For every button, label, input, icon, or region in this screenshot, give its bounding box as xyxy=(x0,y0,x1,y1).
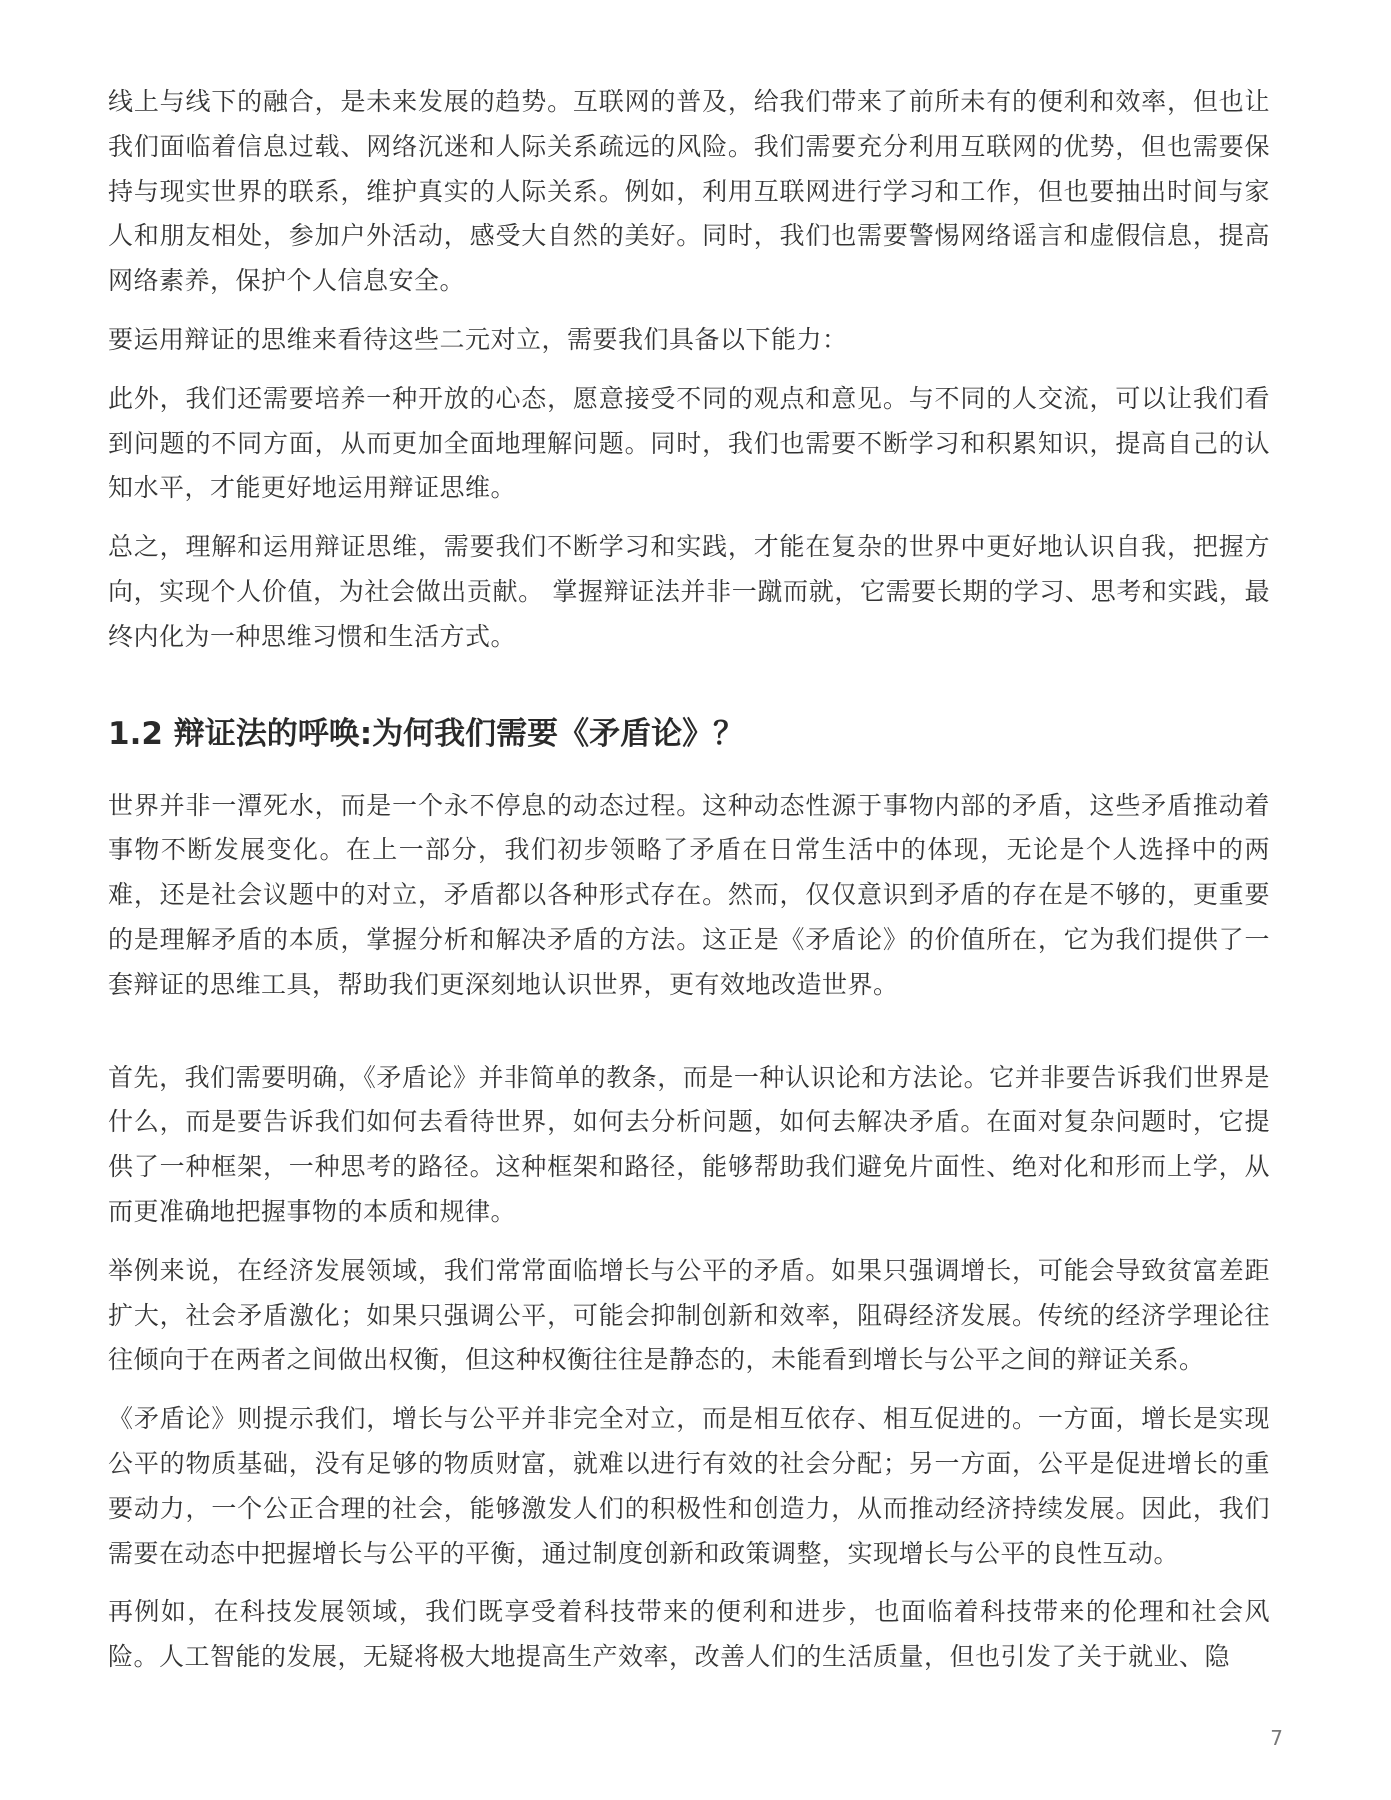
paragraph-open-mindset: 此外，我们还需要培养一种开放的心态，愿意接受不同的观点和意见。与不同的人交流，可以让我们看到问题的不同方面，从而更加全面地理解问题。同时，我们也需要不断学习和积累知识，提高自己的认知水平，才能更好地运用辩证思维。 xyxy=(108,383,1270,503)
paragraph-epistemology: 首先，我们需要明确，《矛盾论》并非简单的教条，而是一种认识论和方法论。它并非要告诉我们世界是什么，而是要告诉我们如何去看待世界，如何去分析问题，如何去解决矛盾。在面对复杂问题时，它提供了一种框架，一种思考的路径。这种框架和路径，能够帮助我们避免片面性、绝对化和形而上学，从而更准确地把握事物的本质和规律。 xyxy=(108,1062,1270,1226)
document-page xyxy=(108,80,1270,1694)
section-heading: 1.2 辩证法的呼唤:为何我们需要《矛盾论》？ xyxy=(108,715,745,752)
paragraph-dialectic-abilities: 要运用辩证的思维来看待这些二元对立，需要我们具备以下能力： xyxy=(108,324,848,354)
page-number: 7 xyxy=(1270,1726,1283,1750)
paragraph-growth-fairness: 《矛盾论》则提示我们，增长与公平并非完全对立，而是相互依存、相互促进的。一方面，增长是实现公平的物质基础，没有足够的物质财富，就难以进行有效的社会分配；另一方面，公平是促进增长的重要动力，一个公正合理的社会，能够激发人们的积极性和创造力，从而推动经济持续发展。因此，我们需要在动态中把握增长与公平的平衡，通过制度创新和政策调整，实现增长与公平的良性互动。 xyxy=(108,1404,1270,1568)
paragraph-technology-example: 再例如，在科技发展领域，我们既享受着科技带来的便利和进步，也面临着科技带来的伦理和社会风险。人工智能的发展，无疑将极大地提高生产效率，改善人们的生活质量，但也引发了关于就业、隐 xyxy=(108,1597,1270,1672)
paragraph-world-dynamic: 世界并非一潭死水，而是一个永不停息的动态过程。这种动态性源于事物内部的矛盾，这些矛盾推动着事物不断发展变化。在上一部分，我们初步领略了矛盾在日常生活中的体现，无论是个人选择中的两难，还是社会议题中的对立，矛盾都以各种形式存在。然而，仅仅意识到矛盾的存在是不够的，更重要的是理解矛盾的本质，掌握分析和解决矛盾的方法。这正是《矛盾论》的价值所在，它为我们提供了一套辩证的思维工具，帮助我们更深刻地认识世界，更有效地改造世界。 xyxy=(108,790,1270,999)
paragraph-economy-example: 举例来说，在经济发展领域，我们常常面临增长与公平的矛盾。如果只强调增长，可能会导致贫富差距扩大，社会矛盾激化；如果只强调公平，可能会抑制创新和效率，阻碍经济发展。传统的经济学理论往往倾向于在两者之间做出权衡，但这种权衡往往是静态的，未能看到增长与公平之间的辩证关系。 xyxy=(108,1255,1270,1375)
paragraph-spacer xyxy=(108,1022,1270,1056)
paragraph-conclusion: 总之，理解和运用辩证思维，需要我们不断学习和实践，才能在复杂的世界中更好地认识自我，把握方向，实现个人价值，为社会做出贡献。 掌握辩证法并非一蹴而就，它需要长期的学习、思考和实践，最终内化为一种思维习惯和生活方式。 xyxy=(108,532,1270,651)
paragraph-internet-integration: 线上与线下的融合，是未来发展的趋势。互联网的普及，给我们带来了前所未有的便利和效率，但也让我们面临着信息过载、网络沉迷和人际关系疏远的风险。我们需要充分利用互联网的优势，但也需要保持与现实世界的联系，维护真实的人际关系。例如，利用互联网进行学习和工作，但也要抽出时间与家人和朋友相处，参加户外活动，感受大自然的美好。同时，我们也需要警惕网络谣言和虚假信息，提高网络素养，保护个人信息安全。 xyxy=(108,87,1270,296)
